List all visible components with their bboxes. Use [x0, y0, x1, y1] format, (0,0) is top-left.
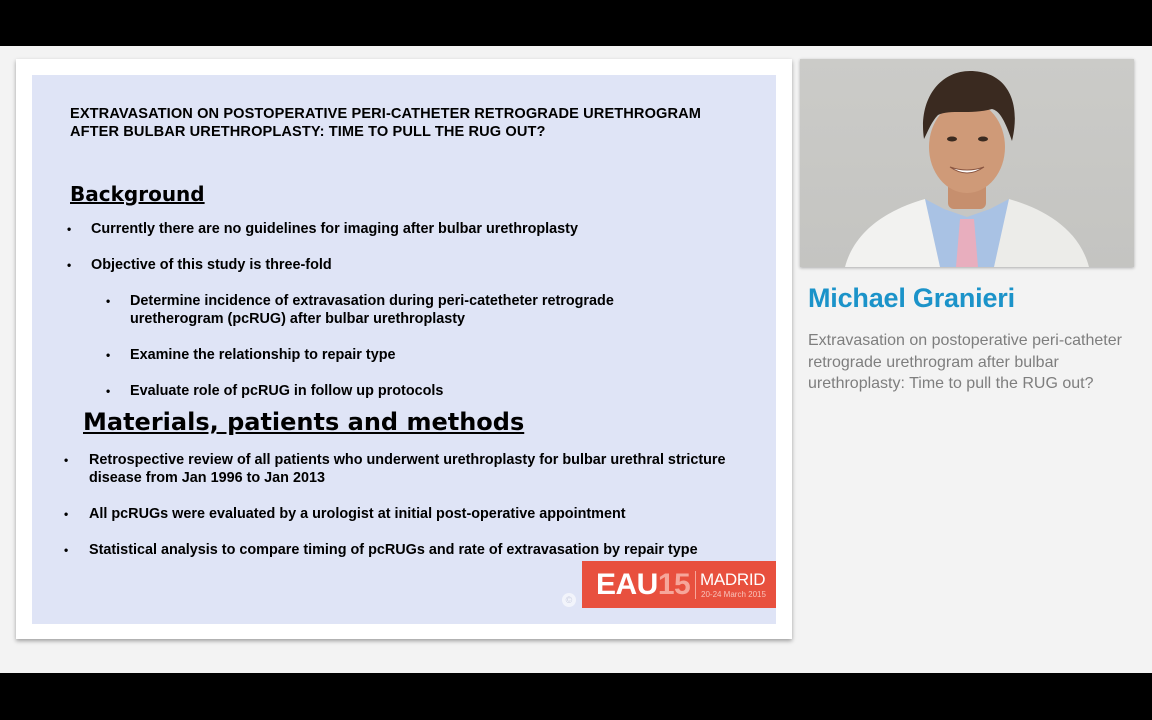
logo-divider	[695, 571, 696, 599]
slide-frame	[16, 59, 792, 639]
speaker-photo	[800, 59, 1134, 267]
sub-bullet-item: • Examine the relationship to repair type	[106, 347, 396, 363]
top-letterbox-bar	[0, 0, 1152, 46]
section-heading-background: Background	[70, 182, 205, 206]
section-heading-materials: Materials, patients and methods	[83, 408, 525, 436]
bullet-icon: •	[106, 294, 111, 308]
bullet-icon: •	[67, 258, 72, 272]
bullet-item: • Currently there are no guidelines for imaging after bulbar urethroplasty	[67, 221, 578, 237]
bullet-icon: •	[106, 384, 111, 398]
bottom-letterbox-bar	[0, 673, 1152, 720]
bullet-icon: •	[64, 453, 69, 467]
speaker-portrait-icon	[800, 59, 1134, 267]
logo-city: MADRID	[700, 570, 766, 589]
sub-bullet-item: • Determine incidence of extravasation during peri-catetheter retrograde uretherogram (pcRUG) after bulbar urethroplasty	[106, 293, 614, 327]
bullet-item: • Retrospective review of all patients who underwent urethroplasty for bulbar urethral stricture disease from Jan 1996 to Jan 2013	[64, 452, 726, 486]
eau15-madrid-logo	[582, 561, 776, 608]
bullet-icon: •	[67, 222, 72, 236]
logo-dates: 20-24 March 2015	[701, 590, 766, 599]
bullet-item: • All pcRUGs were evaluated by a urologist at initial post-operative appointment	[64, 506, 626, 522]
bullet-item: • Statistical analysis to compare timing of pcRUGs and rate of extravasation by repair type	[64, 542, 698, 558]
copyright-watermark-icon: ©	[562, 593, 576, 607]
talk-title: Extravasation on postoperative peri-catheter retrograde urethrogram after bulbar urethroplasty: Time to pull the RUG out?	[808, 332, 1122, 392]
bullet-icon: •	[106, 348, 111, 362]
logo-brand: EAU15	[596, 568, 691, 601]
bullet-icon: •	[64, 543, 69, 557]
sub-bullet-item: • Evaluate role of pcRUG in follow up protocols	[106, 383, 444, 399]
presentation-slide	[32, 75, 776, 624]
speaker-name: Michael Granieri	[808, 283, 1015, 313]
bullet-item: • Objective of this study is three-fold	[67, 257, 332, 273]
bullet-icon: •	[64, 507, 69, 521]
slide-title: EXTRAVASATION ON POSTOPERATIVE PERI-CATHETER RETROGRADE URETHROGRAM AFTER BULBAR URETHROPLASTY: TIME TO PULL THE RUG OUT?	[70, 106, 702, 140]
